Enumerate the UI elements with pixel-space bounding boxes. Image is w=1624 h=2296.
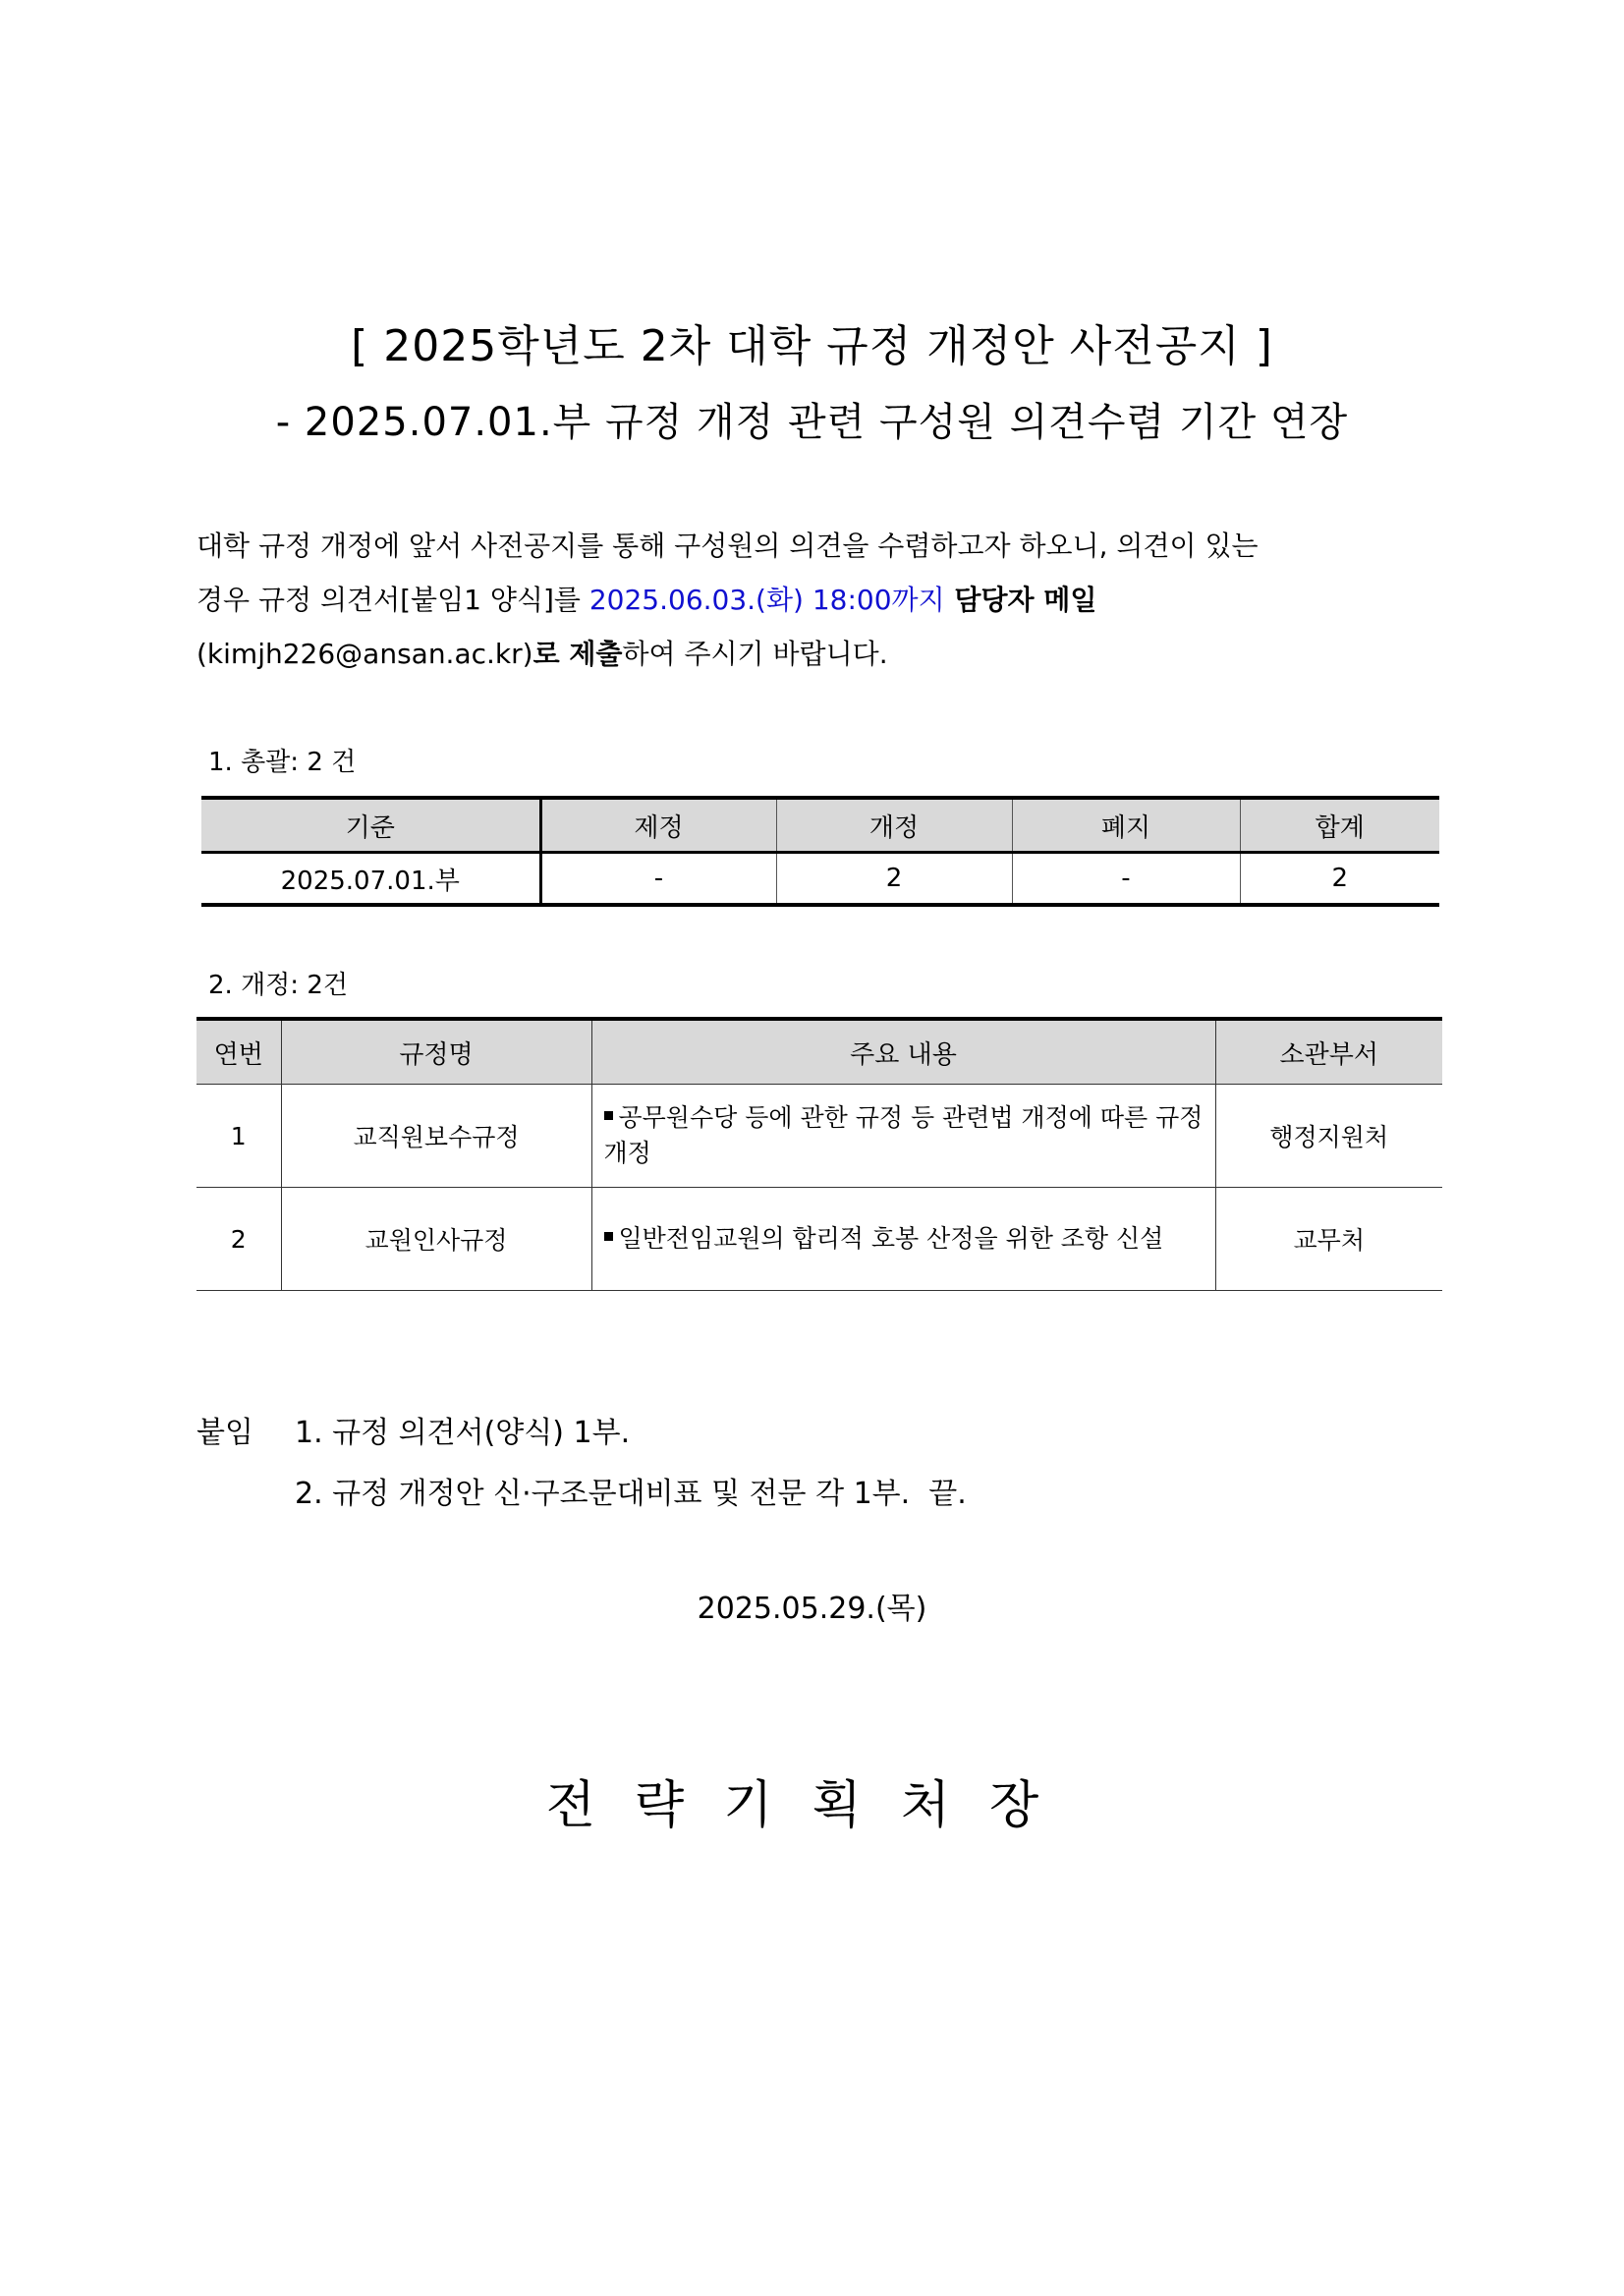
content-text: 일반전임교원의 합리적 호봉 산정을 위한 조항 신설 (618, 1224, 1164, 1253)
attachment-text: 2. 규정 개정안 신·구조문대비표 및 전문 각 1부. 끝. (295, 1477, 967, 1511)
column-header: 주요 내용 (591, 1019, 1215, 1085)
summary-table (201, 796, 1439, 907)
row-number: 1 (196, 1085, 281, 1188)
table-cell: 2 (776, 853, 1012, 906)
intro-text: 경우 규정 의견서[붙임1 양식]를 (196, 584, 589, 616)
attachment-label: 붙임 (196, 1416, 253, 1450)
regulation-name: 교직원보수규정 (281, 1085, 591, 1188)
contact-email: (kimjh226@ansan.ac.kr) (196, 638, 533, 670)
amendments-heading: 2. 개정: 2건 (208, 971, 348, 1000)
column-header: 연번 (196, 1019, 281, 1085)
attachment-item (196, 1464, 967, 1525)
attachment-item (196, 1403, 967, 1464)
document-date: 2025.05.29.(목) (697, 1592, 927, 1626)
department: 행정지원처 (1215, 1085, 1442, 1188)
row-number: 2 (196, 1188, 281, 1291)
summary-header-row (201, 798, 1439, 853)
contact-text: 담당자 메일 (944, 584, 1097, 616)
table-cell: - (1012, 853, 1240, 906)
document-subtitle: - 2025.07.01.부 규정 개정 관련 구성원 의견수렴 기간 연장 (275, 400, 1349, 445)
column-header: 합계 (1240, 798, 1439, 853)
table-row (196, 1085, 1442, 1188)
deadline-text: 2025.06.03.(화) 18:00까지 (588, 584, 945, 616)
table-cell: - (540, 853, 776, 906)
intro-line-1: 대학 규정 개정에 앞서 사전공지를 통해 구성원의 의견을 수렴하고자 하오니, 의견이 있는 (196, 530, 1259, 562)
column-header: 제정 (540, 798, 776, 853)
main-content (591, 1085, 1215, 1188)
column-header: 규정명 (281, 1019, 591, 1085)
main-content (591, 1188, 1215, 1291)
table-row (201, 853, 1439, 906)
attachment-text: 1. 규정 의견서(양식) 1부. (295, 1416, 631, 1450)
attachments (196, 1403, 967, 1525)
document-title: [ 2025학년도 2차 대학 규정 개정안 사전공지 ] (351, 321, 1273, 371)
table-cell: 2025.07.01.부 (201, 853, 540, 906)
column-header: 폐지 (1012, 798, 1240, 853)
table-row (196, 1188, 1442, 1291)
amendments-header-row (196, 1019, 1442, 1085)
regulation-name: 교원인사규정 (281, 1188, 591, 1291)
summary-heading: 1. 총괄: 2 건 (208, 748, 357, 777)
table-cell: 2 (1240, 853, 1439, 906)
bullet-icon (604, 1232, 613, 1241)
amendments-table (196, 1017, 1442, 1291)
column-header: 기준 (201, 798, 540, 853)
column-header: 개정 (776, 798, 1012, 853)
intro-paragraph (196, 519, 1434, 681)
signature: 전략기획처장 (545, 1776, 1079, 1835)
bullet-icon (604, 1111, 613, 1120)
department: 교무처 (1215, 1188, 1442, 1291)
intro-line-2 (196, 573, 1434, 627)
intro-line-3 (196, 627, 1434, 681)
closing-text: 하여 주시기 바랍니다. (622, 638, 888, 670)
content-text: 공무원수당 등에 관한 규정 등 관련법 개정에 따른 규정 개정 (603, 1103, 1204, 1167)
column-header: 소관부서 (1215, 1019, 1442, 1085)
submit-text: 로 제출 (532, 638, 623, 670)
